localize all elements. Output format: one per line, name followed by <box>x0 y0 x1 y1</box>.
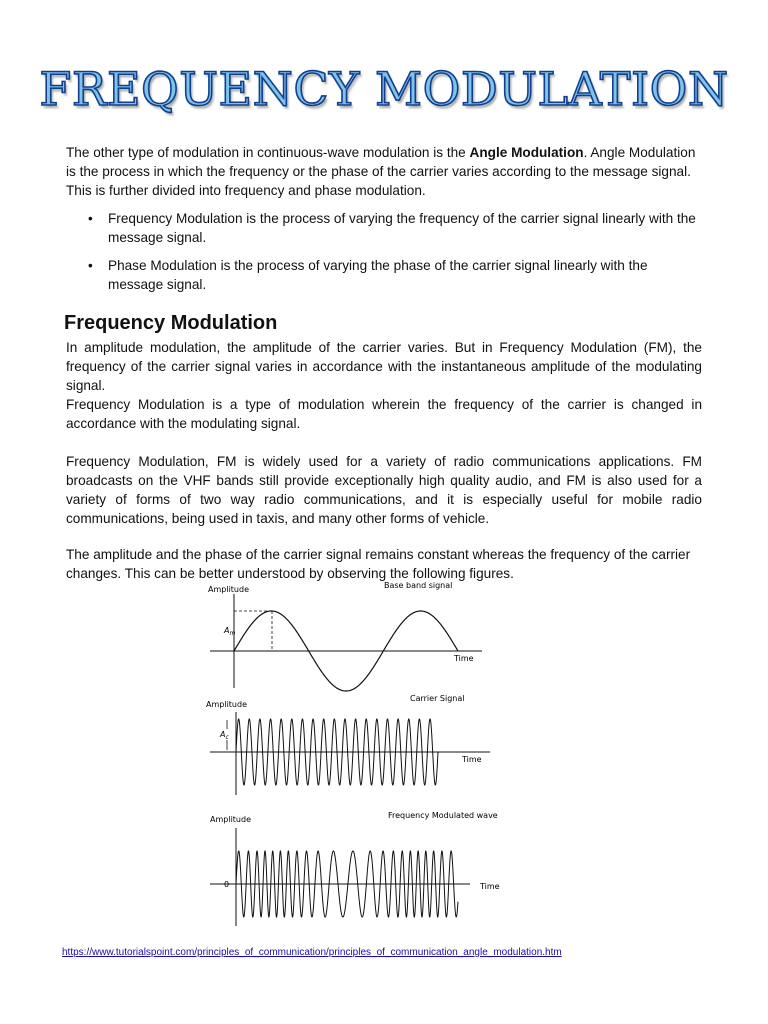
intro-paragraph <box>66 143 702 200</box>
baseband-ylabel: Amplitude <box>208 585 249 594</box>
fm-origin-label: 0 <box>224 880 230 889</box>
intro-text-start: The other type of modulation in continuous-wave modulation is the <box>66 145 470 160</box>
bullet-icon: • <box>88 258 93 273</box>
section-paragraph-2: Frequency Modulation is a type of modulation wherein the frequency of the carrier is changed in accordance with the modulating signal. <box>66 397 702 431</box>
carrier-ylabel: Amplitude <box>206 700 247 709</box>
bullet-text: Frequency Modulation is the process of varying the frequency of the carrier signal linearly with the message signal. <box>108 211 696 245</box>
carrier-xlabel: Time <box>462 755 482 764</box>
section-paragraph-4: The amplitude and the phase of the carrier signal remains constant whereas the frequency of the carrier changes. This can be better understood by observing the following figures. <box>66 547 691 581</box>
baseband-xlabel: Time <box>454 654 474 663</box>
fm-figure <box>200 808 500 930</box>
intro-bold-term: Angle Modulation <box>469 145 584 160</box>
page-title: FREQUENCY MODULATION <box>39 62 729 116</box>
section-heading: Frequency Modulation <box>64 312 278 334</box>
list-item <box>88 209 702 247</box>
fm-xlabel: Time <box>480 882 500 891</box>
list-item <box>88 256 702 294</box>
carrier-title: Carrier Signal <box>410 694 465 703</box>
bullet-text: Phase Modulation is the process of varying the phase of the carrier signal linearly with the message signal. <box>108 258 648 292</box>
source-link[interactable]: https://www.tutorialspoint.com/principles_of_communication/principles_of_communication_angle_modulation.htm <box>62 947 562 958</box>
fm-title: Frequency Modulated wave <box>388 811 498 820</box>
baseband-title: Base band signal <box>384 581 453 590</box>
section-paragraph-1: In amplitude modulation, the amplitude of the carrier varies. But in Frequency Modulation (FM), the frequency of the carrier signal varies in accordance with the instantaneous amplitude of the modulating signal. <box>66 340 702 393</box>
carrier-figure <box>200 692 500 800</box>
fm-ylabel: Amplitude <box>210 815 251 824</box>
intro-text-end: . Angle Modulation is the process in which the frequency or the phase of the carrier varies according to the message signal. This is further divided into frequency and phase modulation. <box>66 145 696 198</box>
carrier-amp-label: $A_c$ <box>220 730 229 741</box>
baseband-amp-label: $A_m$ <box>224 626 236 637</box>
bullet-icon: • <box>88 211 93 226</box>
section-paragraph-3: Frequency Modulation, FM is widely used for a variety of radio communications applications. FM broadcasts on the VHF bands still provide exceptionally high quality audio, and FM is also used for a variety of forms of two way radio communications, and it is especially useful for mobile radio communications, being used in taxis, and many other forms of vehicle. <box>66 454 702 526</box>
baseband-figure <box>200 580 490 692</box>
